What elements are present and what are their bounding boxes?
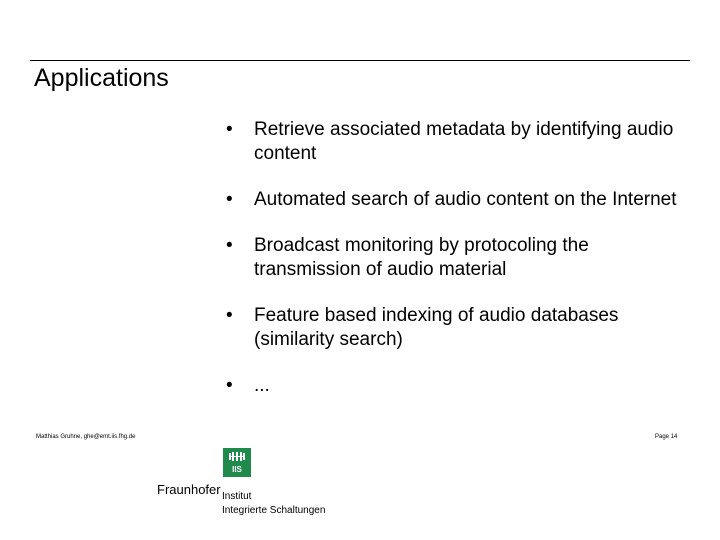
- bullet-dot-icon: •: [226, 375, 233, 396]
- institute-line-1: Institut: [222, 491, 252, 502]
- institute-name: [222, 490, 325, 518]
- bullet-item: [224, 188, 694, 212]
- bullet-text: Feature based indexing of audio databases (similarity search): [254, 305, 619, 350]
- title-divider: [30, 60, 690, 61]
- bullet-dot-icon: •: [226, 305, 233, 326]
- bullet-item: [224, 374, 694, 398]
- brand-name: Fraunhofer: [157, 482, 221, 497]
- bullet-dot-icon: •: [226, 235, 233, 256]
- bullet-item: [224, 118, 694, 166]
- institute-line-2: Integrierte Schaltungen: [222, 505, 326, 516]
- page-number: Page 14: [655, 434, 678, 440]
- fraunhofer-iis-logo-icon: [223, 448, 251, 477]
- bullet-text: Broadcast monitoring by protocoling the transmission of audio material: [254, 235, 589, 280]
- bullet-item: [224, 234, 694, 282]
- bullet-text: Retrieve associated metadata by identifying audio content: [254, 119, 674, 164]
- bullet-dot-icon: •: [226, 119, 233, 140]
- bullet-list: [224, 118, 694, 420]
- bullet-text: ...: [254, 375, 270, 396]
- bullet-item: [224, 304, 694, 352]
- logo-text: IIS: [232, 465, 242, 474]
- bullet-dot-icon: •: [226, 189, 233, 210]
- slide-title: Applications: [34, 64, 169, 92]
- footer-author: Matthias Gruhne, ghe@emt.iis.fhg.de: [36, 434, 136, 440]
- bullet-text: Automated search of audio content on the Internet: [254, 189, 677, 210]
